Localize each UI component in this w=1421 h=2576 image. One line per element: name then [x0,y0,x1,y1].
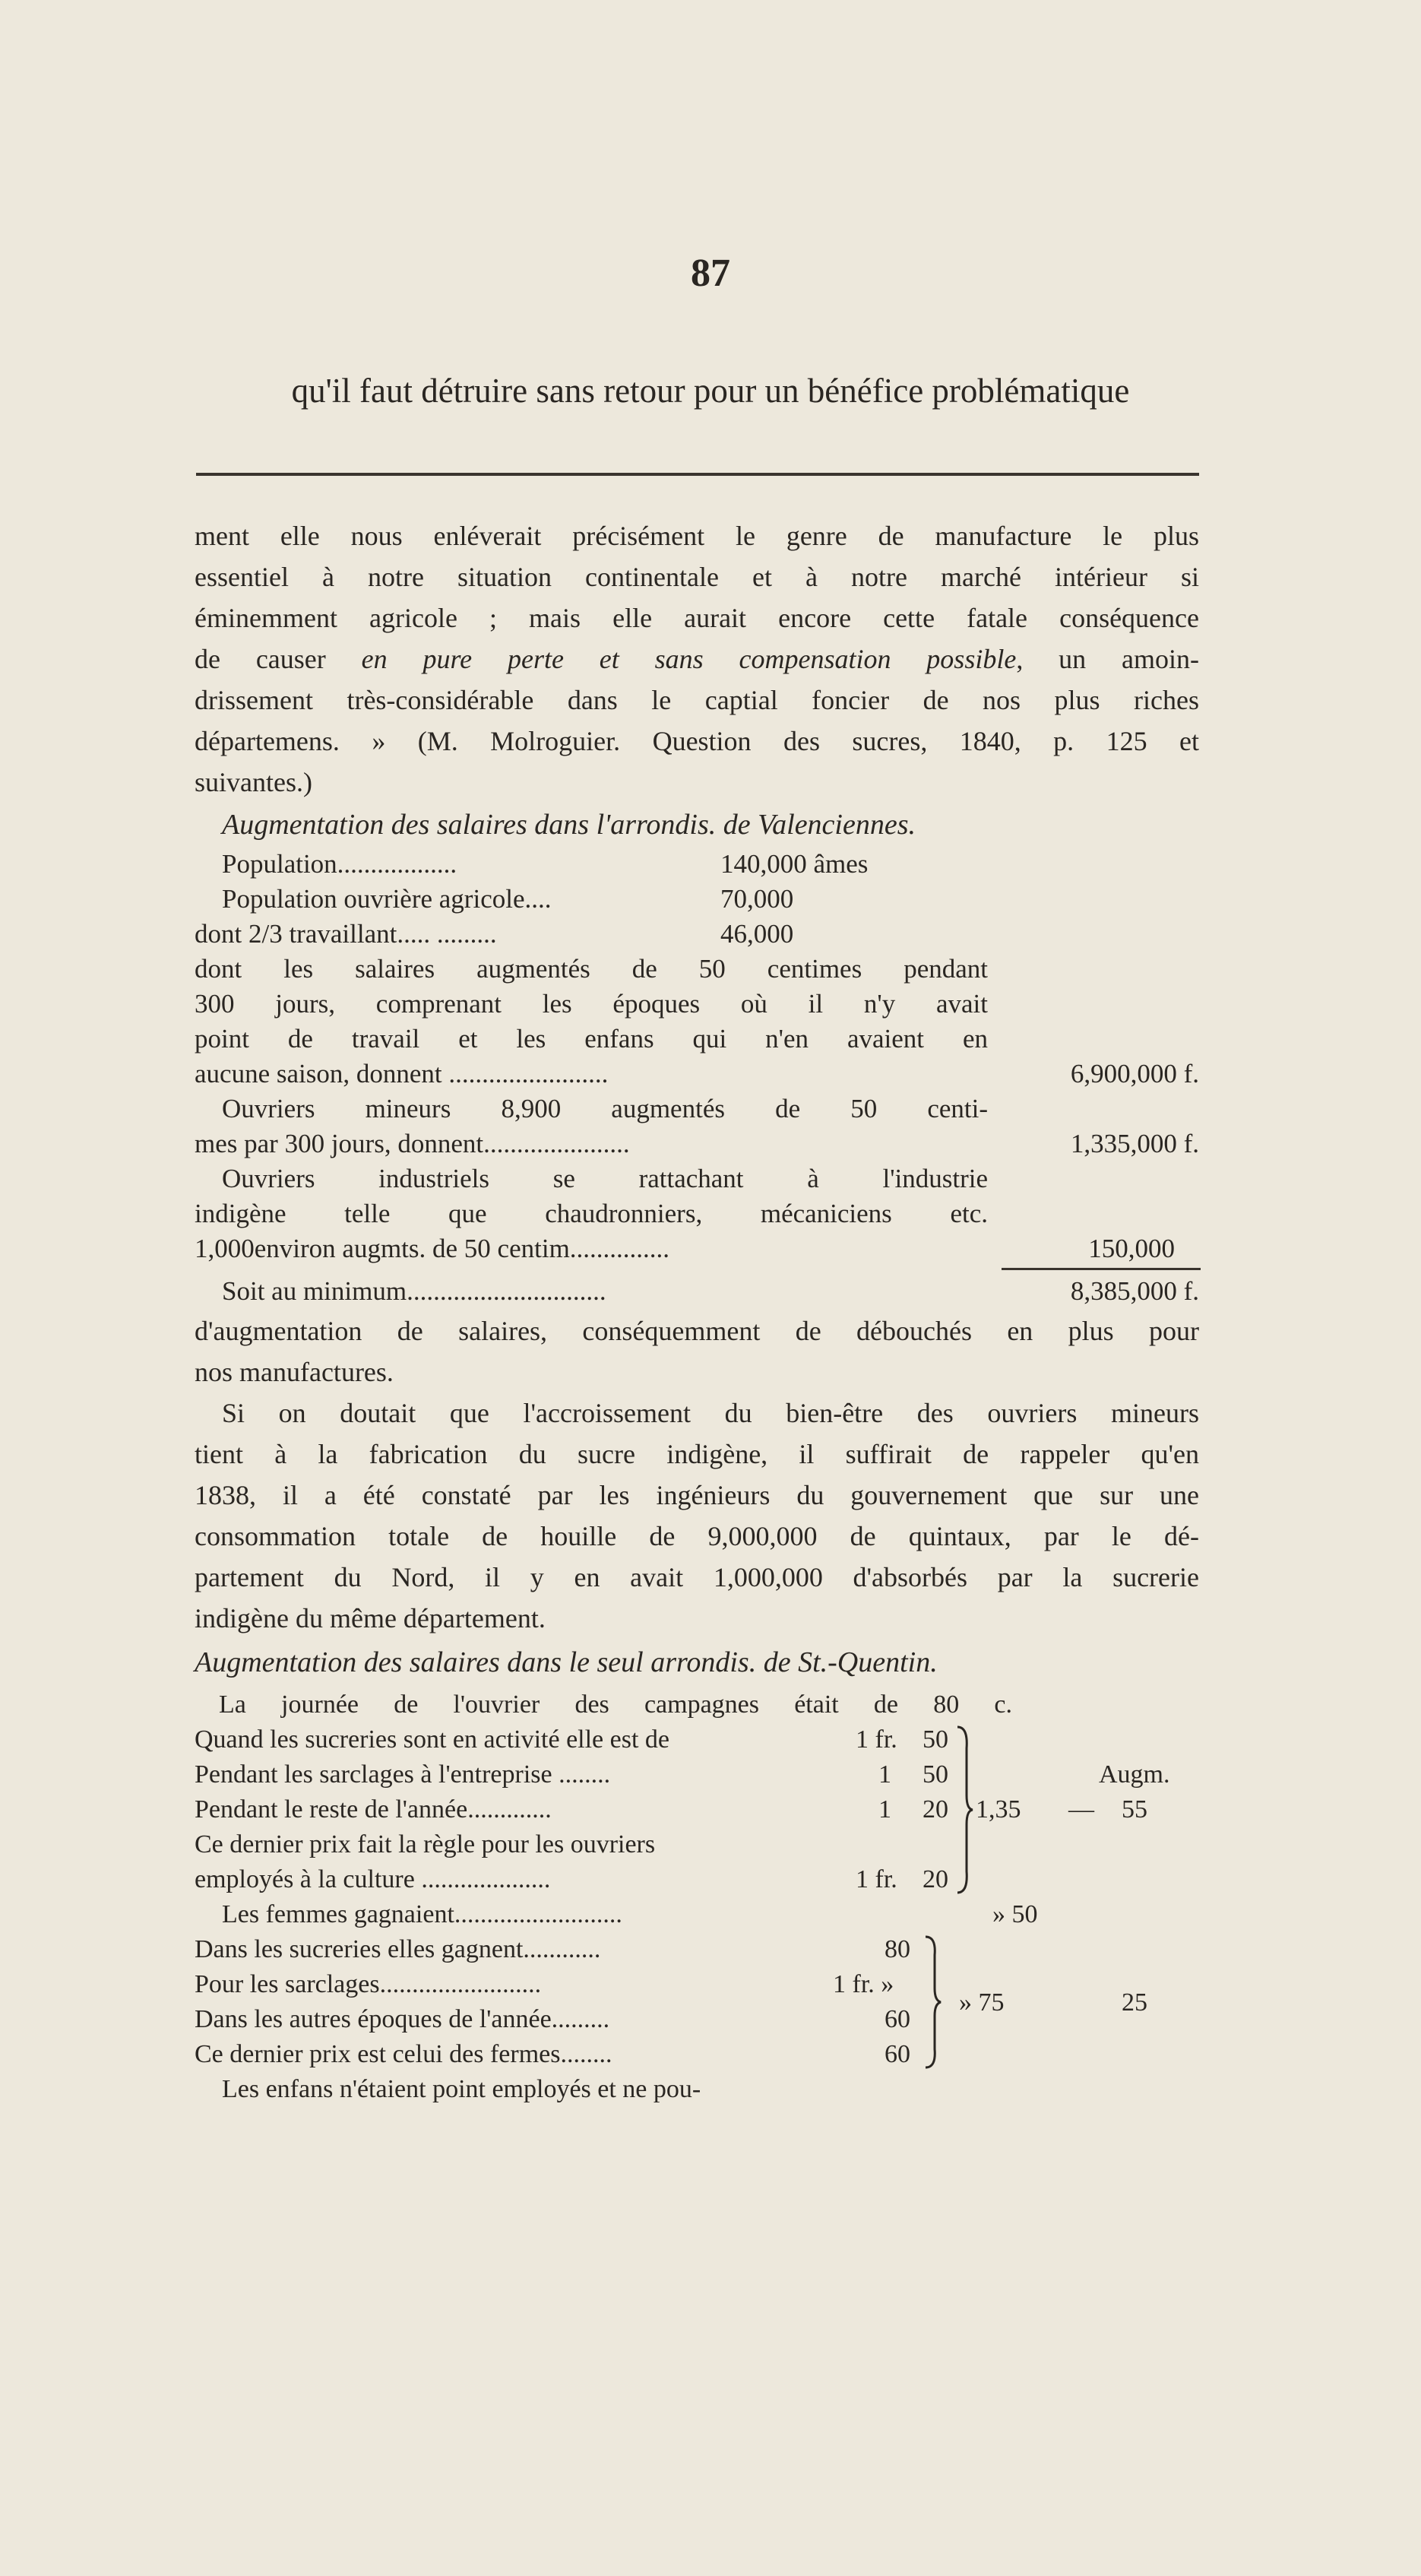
amount: 6,900,000 f. [1070,1059,1199,1088]
total-amount: 8,385,000 f. [1070,1276,1199,1306]
row-value: 1 fr. » [833,1970,894,1998]
table-row [195,1757,1199,1792]
row-cents: 50 [923,1760,948,1789]
women-base: » 50 [992,1900,1038,1928]
row-label: Pendant le reste de l'année............. [195,1795,552,1823]
row-value: 60 [885,2040,910,2068]
row-cents: 50 [923,1725,948,1754]
row-label: Quand les sucreries sont en activité elle est de [195,1725,669,1754]
text-line: aucune saison, donnent ........................ [195,1059,609,1088]
text-line: nos manufactures. [195,1357,394,1387]
text-line: mes par 300 jours, donnent...................... [195,1129,630,1158]
text-line: 300 jours, comprenant les époques où il n'y avait [195,989,988,1019]
table-row [195,2002,1199,2037]
augm-header: Augm. [1099,1760,1170,1789]
men-average: 1,35 [976,1795,1021,1823]
row-label: Pendant les sarclages à l'entreprise ........ [195,1760,611,1789]
table-row [195,1792,1199,1827]
men-wages-block [195,1722,1199,1897]
total-label: Soit au minimum.............................. [222,1276,606,1306]
salary-item-industriels [195,1161,1175,1266]
text-line: tient à la fabrication du sucre indigène, il suffirait de rappeler qu'en [195,1439,1199,1469]
text-line: indigène telle que chaudronniers, mécaniciens etc. [195,1199,988,1228]
row-cents: 20 [923,1865,948,1893]
row-unit: 1 [878,1795,891,1823]
section-heading-st-quentin: Augmentation des salaires dans le seul arrondis. de St.-Quentin. [195,1646,938,1678]
row-value: 80 [885,1935,910,1963]
row-value: 70,000 [720,884,794,914]
row-label: dont 2/3 travaillant..... ......... [195,919,497,949]
total-row [195,1274,1199,1310]
text-line: d'augmentation de salaires, conséquemment de débouchés en plus pour [195,1316,1199,1346]
text-line: point de travail et les enfans qui n'en avaient en [195,1024,988,1054]
amount: 1,335,000 f. [1070,1129,1199,1158]
sum-rule [1002,1268,1201,1270]
table-row [195,1687,1199,1722]
table-row [195,882,1199,917]
row-unit: 1 [878,1760,891,1789]
row-label: Dans les autres époques de l'année......... [195,2005,610,2033]
children-line-row [195,2072,1199,2107]
text-line: suivantes.) [195,767,312,797]
men-dash: — [1068,1795,1094,1823]
table-row [195,2037,1199,2072]
text-line: 1838, il a été constaté par les ingénieurs du gouvernement que sur une [195,1480,1199,1510]
page-body [195,515,1199,2107]
row-label: Population ouvrière agricole.... [222,884,552,914]
text-line: Si on doutait que l'accroissement du bien-être des ouvriers mineurs [222,1398,1199,1428]
text-line: départemens. » (M. Molroguier. Question des sucres, 1840, p. 125 et [195,726,1199,756]
table-row [195,917,1199,952]
women-intro-row [195,1897,1199,1932]
text-line: indigène du même département. [195,1603,546,1633]
row-value: 46,000 [720,919,794,949]
header-rule [196,473,1199,476]
women-wages-block [195,1932,1199,2072]
row-label: Les enfans n'étaient point employés et ne pou- [222,2075,701,2103]
text-line: éminemment agricole ; mais elle aurait encore cette fatale conséquence [195,603,1199,633]
brace-icon [923,1935,942,2069]
row-label: employés à la culture .................... [195,1865,551,1893]
brace-icon [954,1725,974,1894]
row-label: Population.................. [222,849,457,879]
salary-item-agricole [195,952,1199,1092]
row-label: Ce dernier prix est celui des fermes........ [195,2040,612,2068]
after-total-paragraph [195,1310,1199,1393]
table-row [195,1722,1199,1757]
text-line: essentiel à notre situation continentale et à notre marché intérieur si [195,562,1199,592]
table-row [195,847,1199,882]
running-head: qu'il faut détruire sans retour pour un bénéfice problématique [291,372,1130,410]
women-increase: 25 [1122,1988,1147,2017]
text-line: drissement très-considérable dans le captial foncier de nos plus riches [195,685,1199,715]
intro-paragraph [195,515,1199,803]
text-line: 1,000environ augmts. de 50 centim............... [195,1234,670,1263]
section-heading-valenciennes: Augmentation des salaires dans l'arrondis. de Valenciennes. [222,809,916,841]
text-line: Ouvriers industriels se rattachant à l'industrie [222,1164,988,1193]
st-quentin-table [195,1687,1199,2107]
row-label: Les femmes gagnaient.......................... [222,1900,622,1928]
row-value: 60 [885,2005,910,2033]
text-line: Ouvriers mineurs 8,900 augmentés de 50 centi- [222,1094,988,1123]
valenciennes-table [195,847,1199,1310]
table-row [195,1932,1199,1967]
text-line: consommation totale de houille de 9,000,000 de quintaux, par le dé- [195,1521,1199,1551]
page-number: 87 [691,252,730,295]
row-label: Pour les sarclages......................... [195,1970,542,1998]
row-unit: 1 fr. [856,1865,897,1893]
salary-item-mineurs [195,1092,1199,1161]
text-line: partement du Nord, il y en avait 1,000,000 d'absorbés par la sucrerie [195,1562,1199,1592]
text-line-with-italic: de causer en pure perte et sans compensation possible, un amoin- [195,644,1199,674]
row-label: Dans les sucreries elles gagnent............ [195,1935,601,1963]
row-value: 140,000 âmes [720,849,869,879]
women-average: » 75 [959,1988,1005,2017]
row-unit: 1 fr. [856,1725,897,1754]
italic-phrase: en pure perte et sans compensation possible [361,644,1017,674]
text-line: dont les salaires augmentés de 50 centimes pendant [195,954,988,984]
amount: 150,000 [1088,1234,1175,1263]
row-cents: 20 [923,1795,948,1823]
men-increase: 55 [1122,1795,1147,1823]
text-line: ment elle nous enléverait précisément le genre de manufacture le plus [195,521,1199,551]
table-row [195,1827,1199,1862]
row-label: Ce dernier prix fait la règle pour les ouvriers [195,1830,656,1858]
table-row [195,1862,1199,1897]
coal-paragraph [195,1393,1199,1639]
intro-line: La journée de l'ouvrier des campagnes était de 80 c. [219,1690,1012,1719]
